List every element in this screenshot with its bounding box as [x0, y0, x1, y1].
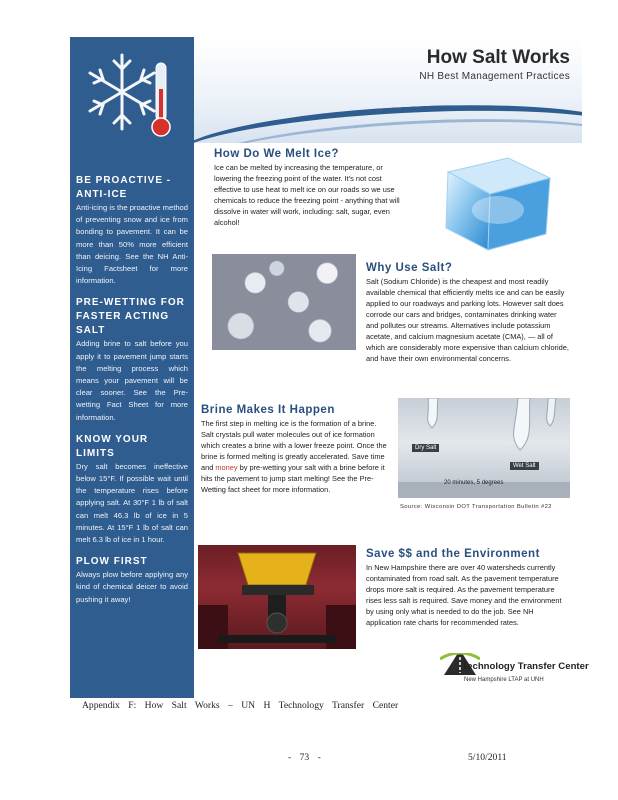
time-label: 20 minutes, 5 degrees	[444, 480, 504, 486]
why-salt-section	[366, 262, 570, 364]
save-section	[366, 548, 570, 628]
page-subtitle: NH Best Management Practices	[419, 71, 570, 82]
sidebar-heading-anti-ice: BE PROACTIVE - ANTI-ICE	[76, 175, 172, 200]
sidebar-heading-plow: PLOW FIRST	[76, 556, 148, 568]
ttc-subtitle: New Hampshire LTAP at UNH	[464, 677, 544, 683]
melt-heading: How Do We Melt Ice?	[214, 148, 339, 160]
page-title: How Salt Works	[426, 47, 570, 68]
brine-text	[201, 418, 389, 495]
sidebar-heading-pre-wetting: PRE-WETTING FOR FASTER ACTING SALT	[76, 297, 185, 337]
spreader-truck-image	[198, 545, 356, 649]
logo-area	[70, 37, 194, 151]
why-salt-text: Salt (Sodium Chloride) is the cheapest and most readily available chemical that efficiently melts ice and can be easily applied to our roadways and parking lots. However salt does corrode our cars and bridges, contaminates drinking water and pollutes our streams. Alternatives include potassium acetate, and calcium magnesium acetate (CMA), — all of which are considerably more expensive than calcium chloride, and have their own environmental concerns.	[366, 277, 569, 363]
brine-heading: Brine Makes It Happen	[201, 404, 335, 416]
sidebar-text-anti-ice: Anti-icing is the proactive method of preventing snow and ice from bonding to pavement. It can be more than 50% more efficient than deicing. See the NH Anti-Icing Factsheet for more information.	[76, 203, 188, 286]
dry-salt-label: Dry Salt	[412, 444, 439, 452]
brine-text-start: The first step in melting ice is the formation of a brine. Salt crystals pull water molecules out of ice formation which creates a brine with a lower freeze point. Once the brine is formed melting is greatly accelerated. Save time and	[201, 419, 387, 472]
wet-salt-label: Wet Salt	[510, 462, 539, 470]
sidebar-content	[76, 168, 188, 606]
page-header	[194, 37, 582, 143]
ttc-logo	[440, 653, 589, 693]
brine-section	[201, 404, 389, 495]
sidebar-text-plow: Always plow before applying any kind of chemical deicer to avoid pushing it away!	[76, 570, 188, 604]
document-date: 5/10/2011	[468, 752, 507, 763]
why-salt-heading: Why Use Salt?	[366, 262, 453, 274]
save-heading: Save $$ and the Environment	[366, 548, 540, 560]
page-number: - 73 -	[288, 752, 321, 763]
money-link[interactable]: money	[215, 463, 238, 472]
brine-text-end: by pre-wetting your salt with a brine before it hits the pavement to jump start melting! See the Pre-Wetting fact sheet for more information.	[201, 463, 385, 494]
sidebar-text-pre-wetting: Adding brine to salt before you apply it to pavement jump starts the melting process which means your pavement will be clear sooner. See the Pre-wetting Fact Sheet for more information.	[76, 339, 188, 422]
sidebar-text-limits: Dry salt becomes ineffective below 15°F. If possible wait until the temperature rises before applying salt. At 30°F 1 lb of salt can melt 46.3 lb of ice in 5 minutes. At 15°F 1 lb of salt can melt 6.3 lb of ice in 1 hour.	[76, 461, 188, 545]
melt-text: Ice can be melted by increasing the temperature, or lowering the freezing point of the water. It's not cost effective to use heat to melt ice on our roads so we use chemicals to reduce the freezing point - anything that will dissolve in water will work, including: salt, sugar, even alcohol!	[214, 163, 400, 227]
snowflake-thermometer-icon	[70, 37, 194, 151]
ice-cube-image	[418, 150, 568, 254]
salt-crystals-image	[212, 254, 356, 350]
melt-section	[214, 148, 410, 228]
photo-source-caption: Source: Wisconsin DOT Transportation Bulletin #22	[400, 504, 552, 510]
ttc-name: Technology Transfer Center	[462, 661, 589, 672]
save-text: In New Hampshire there are over 40 watersheds currently contaminated from road salt. As the pavement temperature drops more salt is required. As the pavement temperature rises less salt is required. Save money and the environment by using only what is needed to do the job. See NH application rate charts for recommended rates.	[366, 563, 562, 627]
sidebar-heading-limits: KNOW YOUR LIMITS	[76, 433, 149, 459]
appendix-caption: Appendix F: How Salt Works – UN H Technology Transfer Center	[82, 700, 399, 711]
brine-photo	[398, 398, 570, 498]
